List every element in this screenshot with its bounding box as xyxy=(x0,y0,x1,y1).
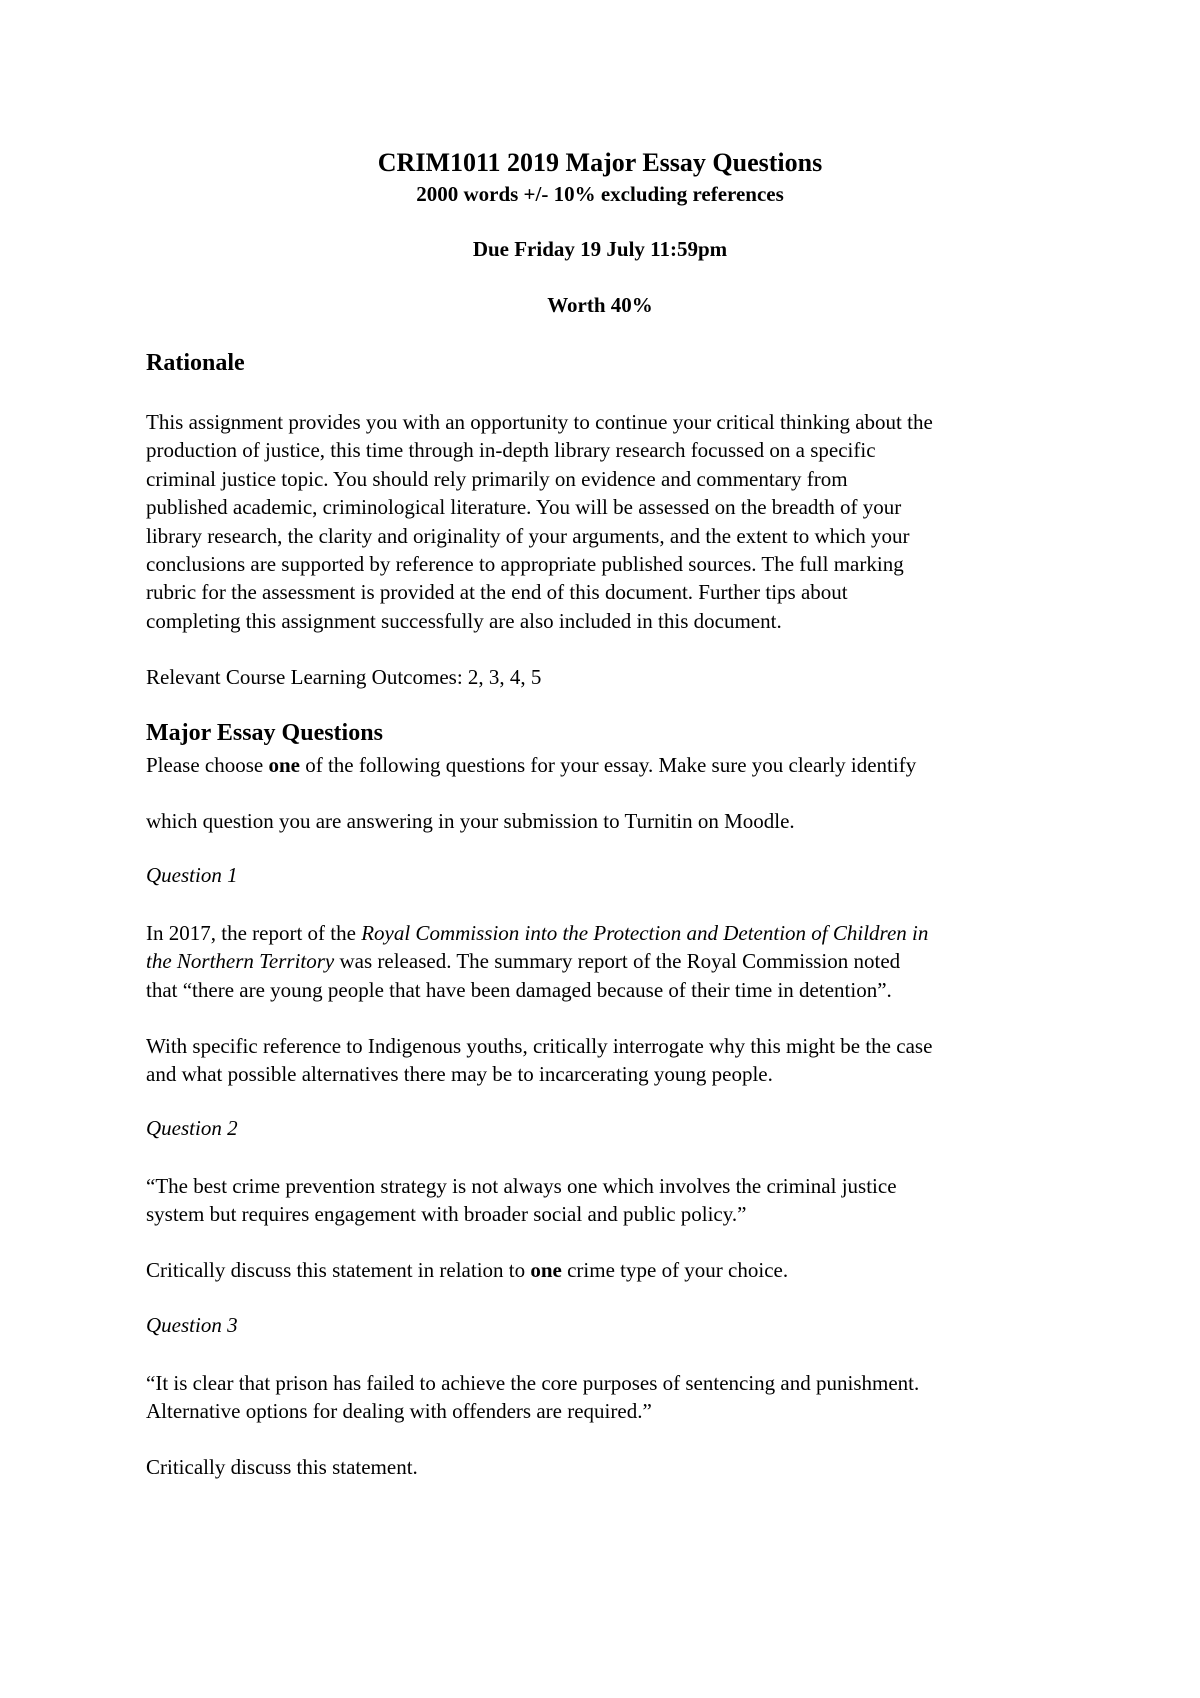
question-1-label: Question 1 xyxy=(146,863,238,887)
rationale-paragraph xyxy=(146,408,1086,635)
question-1-text: In 2017, the report of the Royal Commission into the Protection and Detention of Children in the Northern Territory was released. The summary report of the Royal Commission noted that “there are young people that have been damaged because of their time in detention”. xyxy=(146,921,929,1002)
report-title-cont: the Northern Territory xyxy=(146,949,335,974)
weighting: Worth 40% xyxy=(547,293,653,317)
document-title: CRIM1011 2019 Major Essay Questions xyxy=(377,148,823,177)
rationale-line: published academic, criminological literature. You will be assessed on the breadth of your xyxy=(146,495,902,520)
rationale-line: completing this assignment successfully are also included in this document. xyxy=(146,608,782,633)
report-title: Royal Commission into the Protection and Detention of Children in xyxy=(361,921,929,945)
questions-intro: Please choose one of the following questions for your essay. Make sure you clearly identify xyxy=(146,753,917,777)
question-3-task: Critically discuss this statement. xyxy=(146,1455,418,1479)
word-limit: 2000 words +/- 10% excluding references xyxy=(416,182,784,206)
due-date: Due Friday 19 July 11:59pm xyxy=(472,237,728,261)
questions-heading: Major Essay Questions xyxy=(146,720,383,746)
learning-outcomes: Relevant Course Learning Outcomes: 2, 3, 4, 5 xyxy=(146,665,542,689)
rationale-line: This assignment provides you with an opportunity to continue your critical thinking about the xyxy=(146,410,933,434)
rationale-line: conclusions are supported by reference to appropriate published sources. The full marking xyxy=(146,552,904,577)
question-2-quote: “The best crime prevention strategy is not always one which involves the criminal justice system but requires engagement with broader social and public policy.” xyxy=(146,1174,897,1227)
rationale-heading: Rationale xyxy=(146,350,245,376)
rationale-line: library research, the clarity and originality of your arguments, and the extent to which your xyxy=(146,523,910,548)
question-2-task: Critically discuss this statement in relation to one crime type of your choice. xyxy=(146,1258,789,1282)
rationale-line: criminal justice topic. You should rely primarily on evidence and commentary from xyxy=(146,466,848,491)
rationale-line: production of justice, this time through in-depth library research focussed on a specific xyxy=(146,438,876,463)
emphasis-one: one xyxy=(530,1258,562,1282)
question-2-label: Question 2 xyxy=(146,1116,238,1140)
question-3-quote: “It is clear that prison has failed to achieve the core purposes of sentencing and punishment. Alternative options for dealing with offenders are required.” xyxy=(146,1371,920,1424)
rationale-line: rubric for the assessment is provided at the end of this document. Further tips about xyxy=(146,580,848,605)
emphasis-one: one xyxy=(268,753,300,777)
questions-intro-line2: which question you are answering in your submission to Turnitin on Moodle. xyxy=(146,809,795,833)
question-3-label: Question 3 xyxy=(146,1313,238,1337)
question-1-task: With specific reference to Indigenous youths, critically interrogate why this might be the case and what possible alternatives there may be to incarcerating young people. xyxy=(146,1034,933,1087)
